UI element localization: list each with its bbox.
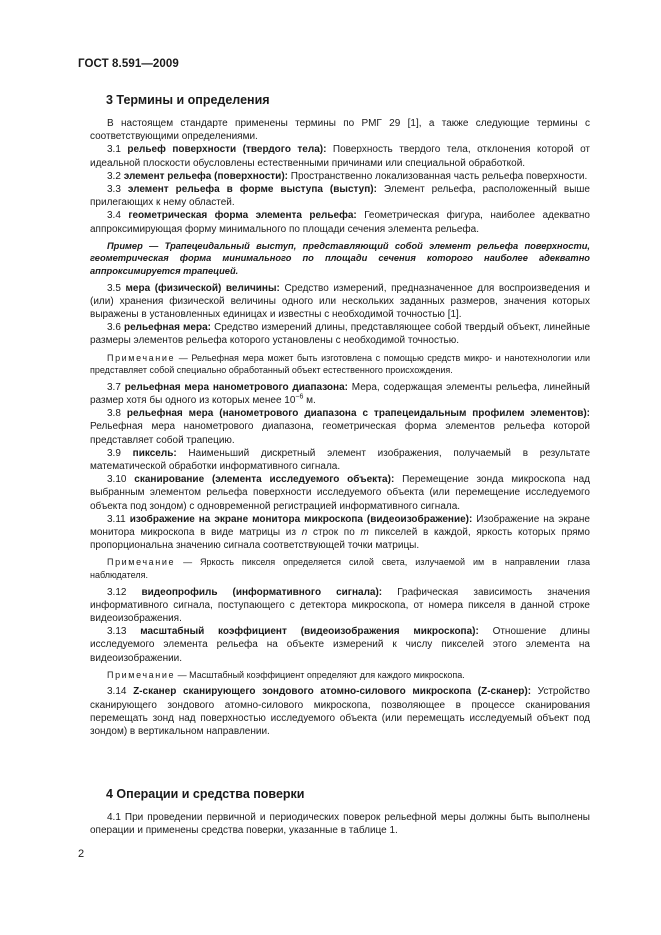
term-definition: Мера, содержащая элементы рельефа, линейный размер хотя бы одного из которых менее 10 (90, 381, 591, 407)
term-3-6 (90, 321, 590, 347)
note-label: Примечание (107, 557, 176, 568)
term-number: 3.11 (107, 513, 126, 525)
example-paragraph (90, 240, 590, 278)
term-definition: Элемент рельефа, расположенный выше прилегающих к нему областей. (90, 184, 590, 209)
exponent: −6 (295, 393, 304, 401)
note-label: Примечание (107, 352, 176, 363)
term-definition: Рельефная мера нанометрового диапазона, геометрическая форма элементов рельефа которой представляет собой трапецию. (90, 421, 590, 446)
term-definition-unit: м. (303, 395, 316, 407)
term-definition: Перемещение зонда микроскопа над выбранным элементом рельефа поверхности исследуемого объекта (или перемещение исследуемого объекта под зондом) с одновременной регистрацией информативного сигнала. (90, 474, 591, 512)
term-name: видеопрофиль (информативного сигнала): (141, 586, 383, 598)
term-3-7 (90, 381, 590, 407)
term-definition: Устройство сканирующего зондового атомно-силового микроскопа, позволяющее в процессе сканирования перемещать зонд над поверхностью исследуемого объекта (или перемещать исследуемый объект под зондом) в вертикальном направлении. (90, 686, 590, 738)
term-3-14 (90, 685, 590, 738)
term-name: геометрическая форма элемента рельефа: (128, 210, 357, 222)
term-3-12 (90, 586, 590, 626)
term-3-9 (90, 447, 590, 473)
variable-m: m (360, 527, 369, 539)
term-number: 3.7 (107, 381, 121, 393)
intro-paragraph: В настоящем стандарте применены термины по РМГ 29 [1], а также следующие термины с соответствующими определениями. (90, 118, 590, 143)
term-definition: Средство измерений, предназначенное для воспроизведения и (или) хранения физической величины одного или нескольких заданных размеров, значения которых выражены в установленных единицах и известны с необходимой точностью [1]. (90, 282, 591, 321)
section-4-title: 4 Операции и средства поверки (106, 787, 305, 801)
term-3-13 (90, 625, 590, 665)
variable-n: n (301, 527, 308, 539)
term-name: рельефная мера нанометрового диапазона: (124, 381, 348, 393)
section-4-body (90, 811, 590, 837)
term-number: 3.13 (107, 626, 127, 638)
term-3-4 (90, 209, 590, 235)
term-3-11 (90, 513, 590, 553)
term-name: Z-сканер сканирующего зондового атомно-силового микроскопа (Z-сканер): (133, 686, 532, 698)
term-definition-part: строк по (307, 527, 361, 539)
paragraph-4-1: 4.1 При проведении первичной и периодических поверок рельефной меры должны быть выполнены операции и применены средства поверки, указанные в таблице 1. (90, 812, 590, 837)
term-name: мера (физической) величины: (125, 282, 280, 294)
term-definition: Отношение длины исследуемого элемента рельефа на объекте измерений к числу пикселей этого элемента на видеоизображении. (90, 626, 590, 664)
term-number: 3.14 (107, 686, 127, 698)
term-3-5 (90, 282, 590, 322)
term-definition: Изображение на экране монитора микроскопа в виде матрицы из (90, 513, 590, 539)
note-label: Примечание (107, 669, 176, 680)
term-number: 3.12 (107, 586, 127, 598)
term-definition: Средство измерений длины, представляющее собой твердый объект, линейные размеры элементов рельефа которого установлены с необходимой точностью. (90, 322, 591, 347)
standard-code-header: ГОСТ 8.591—2009 (78, 58, 179, 70)
note-3 (90, 669, 590, 682)
term-number: 3.3 (107, 184, 121, 196)
term-name: масштабный коэффициент (видеоизображения микроскопа): (140, 626, 479, 638)
section-3-body (90, 117, 590, 738)
note-text: — Рельефная мера может быть изготовлена с помощью средств микро- и нанотехнологии или представляет собой специально обработанный объект естественного происхождения. (90, 352, 590, 376)
term-definition: Наименьший дискретный элемент изображения, получаемый в результате математической обработки информативного сигнала. (90, 447, 591, 473)
term-number: 3.1 (107, 144, 121, 156)
term-number: 3.6 (107, 322, 121, 334)
term-3-8 (90, 407, 590, 447)
term-name: элемент рельефа в форме выступа (выступ): (127, 184, 377, 196)
term-3-10 (90, 473, 590, 513)
term-name: пиксель: (132, 447, 177, 459)
term-3-3 (90, 183, 590, 209)
term-name: рельефная мера (нанометрового диапазона с трапецеидальным профилем элементов): (126, 408, 590, 420)
term-definition: Геометрическая фигура, наиболее адекватно аппроксимирующая форму минимального по площади сечения элемента рельефа. (90, 210, 590, 235)
term-definition: Поверхность твердого тела, отклонения которой от идеальной плоскости обусловлены естественными причинами или специальной обработкой. (90, 144, 591, 169)
term-number: 3.2 (107, 170, 121, 182)
section-3-title: 3 Термины и определения (106, 93, 270, 107)
term-number: 3.5 (107, 282, 121, 294)
term-definition-end: пикселей в каждой, яркость которых прямо пропорциональна значению сигнала соответствующей точки матрицы. (90, 527, 590, 552)
example-text: — Трапецеидальный выступ, представляющий собой элемент рельефа поверхности, геометрическая форма минимального по площади сечения которого наиболее адекватно аппроксимируется трапецией. (90, 240, 590, 277)
term-name: рельеф поверхности (твердого тела): (127, 144, 327, 156)
term-name: рельефная мера: (124, 322, 211, 334)
note-text: — Яркость пикселя определяется силой света, излучаемой им в направлении глаза наблюдателя. (90, 557, 590, 581)
term-name: элемент рельефа (поверхности): (123, 170, 288, 182)
term-number: 3.4 (107, 210, 121, 222)
term-3-1 (90, 143, 590, 169)
term-number: 3.9 (107, 447, 121, 459)
note-1 (90, 352, 590, 377)
term-definition: Графическая зависимость значения информативного сигнала, поступающего с детектора микроскопа, от номера пикселя в данной строке видеоизображения. (90, 586, 590, 625)
term-number: 3.10 (107, 474, 127, 486)
note-2 (90, 556, 590, 581)
example-label: Пример (107, 240, 143, 251)
term-name: изображение на экране монитора микроскопа (видеоизображение): (129, 513, 473, 525)
term-number: 3.8 (107, 408, 121, 420)
term-3-2 (90, 170, 590, 183)
note-text: — Масштабный коэффициент определяют для каждого микроскопа. (175, 669, 465, 680)
page-number: 2 (78, 848, 85, 860)
term-definition: Пространственно локализованная часть рельефа поверхности. (290, 170, 588, 182)
term-name: сканирование (элемента исследуемого объекта): (134, 474, 395, 486)
